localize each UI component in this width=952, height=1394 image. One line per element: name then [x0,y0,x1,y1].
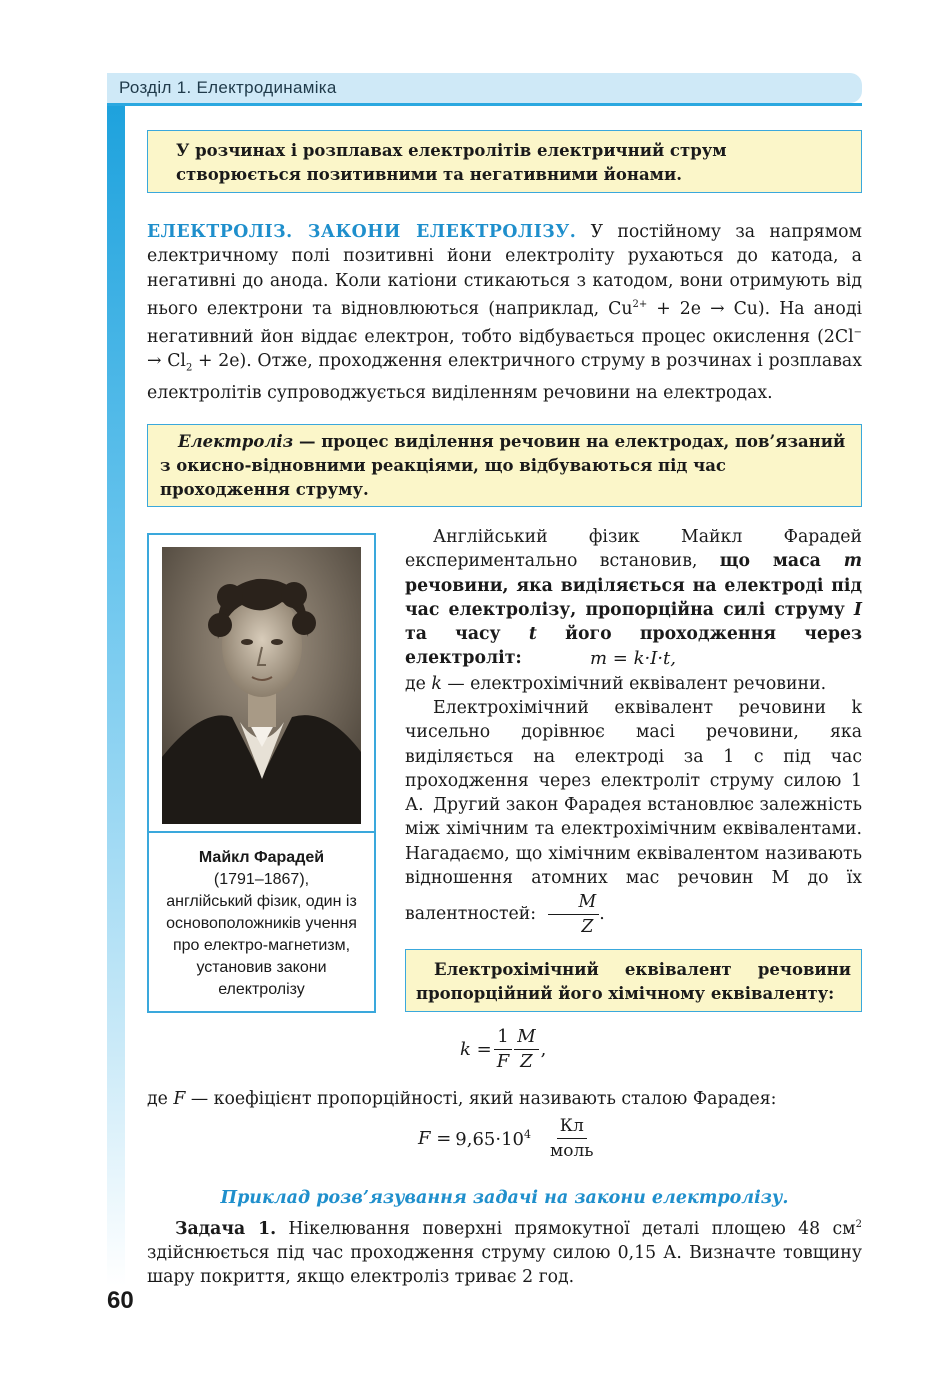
frac2-num: M [514,1025,538,1050]
faraday-p1-c: речовини, яка виділяється на електроді під час електролізу, пропорційна силі струму [405,575,862,620]
task-a: Нікелювання поверхні прямокутної деталі площею 48 см [276,1218,856,1239]
faraday-p1-t: t [528,624,537,645]
unit-den: моль [550,1141,594,1161]
faraday-p4: Другий закон Фарадея встановлює залежність між хімічним та електрохімічним еквівалентами. Нагадаємо, що хімічним еквівалентом називають відношення атомних мас речовин M до їх валентностей: [405,795,862,925]
fraction-denominator: Z [581,917,594,938]
header-rule [107,103,862,106]
electrolysis-paragraph [147,220,862,405]
chem-equiv-fraction [548,890,600,939]
para2-f: F [173,1089,186,1109]
task-b: здійснюється під час проходження струму силою 0,15 А. Визначте товщину шару покриття, якщо електроліз триває 2 год. [147,1243,862,1288]
para1-text-a: У постійному за напрямом електричному полі позитивні йони електроліту рухаються до катода, а негативні до анода. Коли катіони стикаються з катодом, вони отримують від нього електрони та відновлюються (наприклад, Cu [147,222,862,319]
faraday-p1-a: Англійський фізик Майкл Фарадей експериментально встановив, [405,527,862,572]
task-sup: 2 [855,1219,862,1230]
portrait-divider [149,831,374,833]
formula-mass: m = k·I·t, [590,648,677,669]
portrait-caption [149,847,374,1001]
task-label: Задача 1. [175,1218,277,1239]
formula3-exp: 4 [524,1127,532,1141]
faraday-p2-a: де [405,674,432,694]
faraday-p2-k: k [431,674,442,694]
para2-a: де [147,1089,174,1109]
callout-proportional [405,949,862,1012]
para1-sub-c: 2 [185,362,193,374]
formula-k-end: , [540,1039,547,1060]
formula3-value: 9,65·10 [455,1128,525,1150]
faraday-p2-b: — електрохімічний еквівалент речовини. [441,674,827,694]
callout-ions [147,130,862,193]
callout-proportional-text: Електрохімічний еквівалент речовини пропорційний його хімічному еквіваленту: [416,960,851,1003]
callout-ions-text: У розчинах і розплавах електролітів електричний струм створюється позитивними та негативними йонами. [176,141,727,184]
formula3-unit [547,1114,597,1163]
section-title: Розділ 1. Електродинаміка [119,78,337,97]
definition-text: — процес виділення речовин на електродах, пов’язаний з окисно-відновними реакціями, що відбуваються під час проходження струму. [160,432,846,499]
frac2-den: Z [520,1051,533,1072]
caption-name: Майкл Фарадей [198,849,325,866]
para1-text-c: → Cl [147,351,186,372]
faraday-constant-paragraph [147,1087,862,1111]
formula-faraday-constant [418,1114,597,1163]
callout-definition [147,424,862,507]
formula-k-frac2 [514,1025,538,1074]
portrait-box [147,533,376,1013]
formula3-value-wrap [455,1128,531,1150]
k-explanation: Електрохімічний еквівалент речовини k чисельно дорівнює масі речовини, яка виділяється на електроді за 1 с під час проходження через електроліт струму силою 1 А. [405,698,862,816]
formula-k-lhs: k = [460,1039,492,1060]
caption-desc: англійський фізик, один із основоположників учення про електро-магнетизм, установив закони електролізу [166,893,357,998]
definition-term: Електроліз [178,432,294,451]
second-law-paragraph [405,793,862,939]
faraday-p1-m: m [843,551,862,572]
para2-b: — коефіцієнт пропорційності, який називають сталою Фарадея: [185,1089,777,1109]
faraday-p1-i: I [853,599,862,620]
formula-k-frac1 [494,1025,513,1074]
faraday-p1-d: та часу [405,624,529,645]
fraction-end: . [599,904,605,925]
formula-k [460,1025,546,1074]
caption-years: (1791–1867), [213,871,310,888]
para1-sup-a: 2+ [632,298,648,310]
faraday-p1-b: що маса [719,551,844,572]
para1-text-d: + 2e). Отже, проходження електричного струму в розчинах і розплавах електролітів супроводжується виділенням речовини на електродах. [147,351,862,403]
faraday-portrait [162,547,361,824]
frac1-den: F [496,1051,510,1072]
para1-text-b: + 2e → Cu). На аноді негативний йон віддає електрон, тобто відбувається процес окислення (2Cl [147,298,862,347]
example-title: Приклад розв’язування задачі на закони електролізу. [220,1188,789,1208]
side-bar [107,106,125,1286]
section-header [107,73,862,103]
fraction-numerator: M [548,890,600,915]
task-paragraph [147,1213,862,1290]
para1-sup-b: − [853,326,862,338]
page-number: 60 [107,1287,134,1314]
faraday-p1-e: його проходження через електроліт: [405,624,863,669]
formula3-lhs: F = [418,1128,452,1149]
frac1-num: 1 [494,1025,511,1050]
unit-num: Кл [557,1114,587,1139]
k-definition [405,672,862,696]
electrolysis-heading: ЕЛЕКТРОЛІЗ. ЗАКОНИ ЕЛЕКТРОЛІЗУ. [147,222,577,242]
